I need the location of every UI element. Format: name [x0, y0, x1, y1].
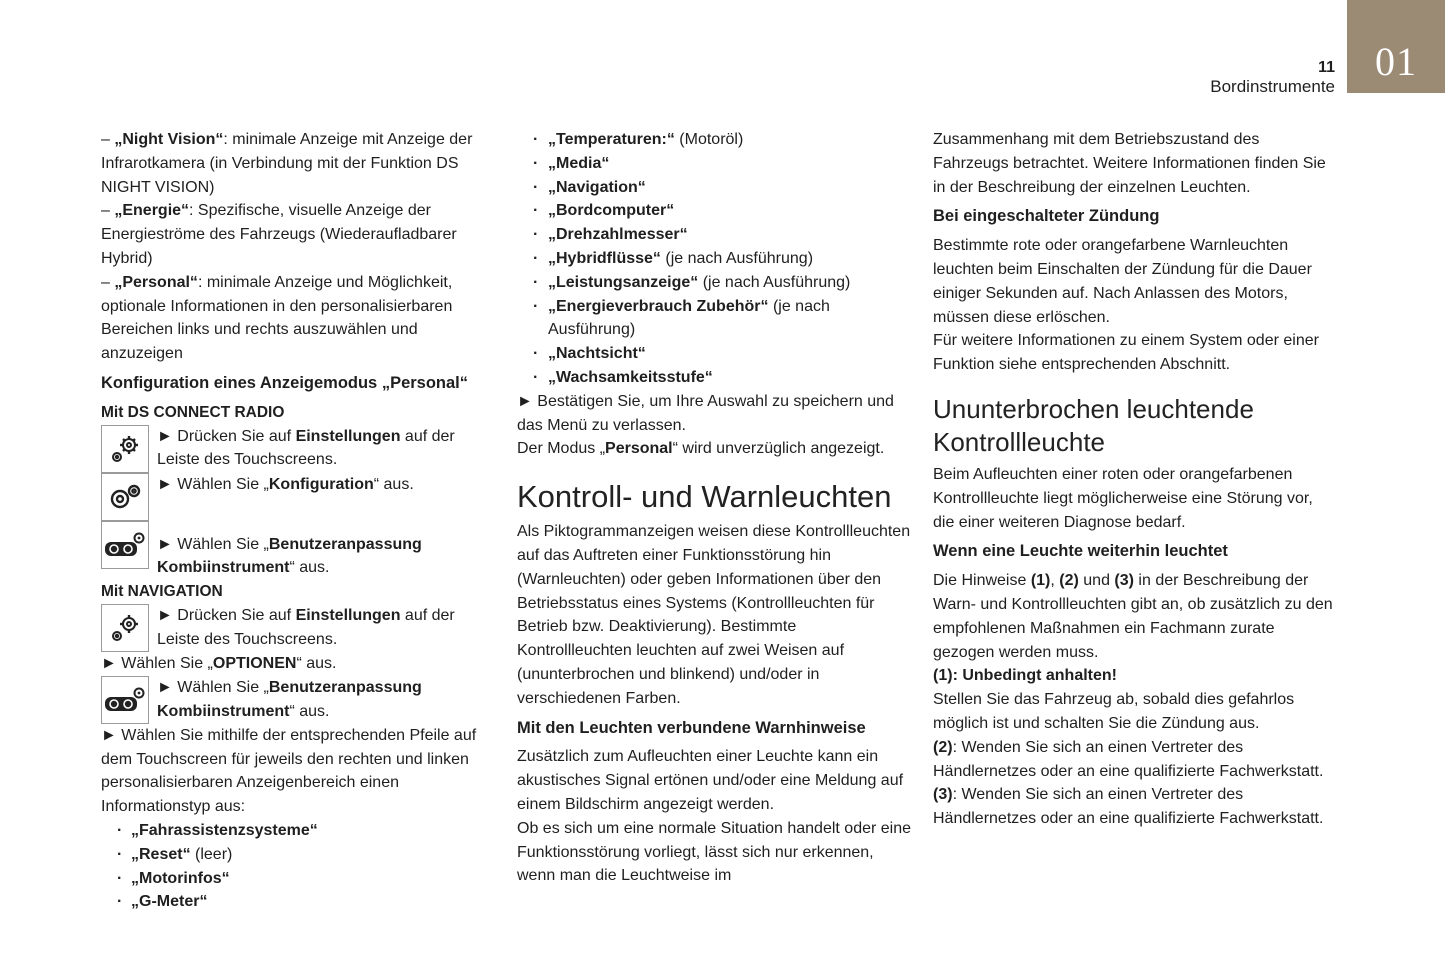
- step-configuration: ► Wählen Sie „Konfiguration“ aus.: [101, 473, 481, 521]
- list-item: · „Wachsamkeitsstufe“: [517, 366, 912, 390]
- list-item: · „Temperaturen:“ (Motoröl): [517, 128, 912, 152]
- heading-associated-warnings: Mit den Leuchten verbundene Warnhinweise: [517, 718, 866, 737]
- paragraph: Als Piktogrammanzeigen weisen diese Kontrollleuchten auf das Auftreten einer Funktionsstörung hin (Warnleuchten) oder geben Informationen über den Betriebsstatus eines Systems (Kontrollleuchten für Betrieb bzw. Deaktivierung). Bestimmte Kontrollleuchten leuchten auf zwei Weisen auf (ununterbrochen und blinkend) und/oder in verschiedenen Farben.: [517, 523, 911, 707]
- step-customization-radio: ► Wählen Sie „Benutzeranpassung Kombiinstrument“ aus.: [101, 521, 481, 581]
- paragraph: Beim Aufleuchten einer roten oder orangefarbenen Kontrollleuchte liegt möglicherweise eine Störung vor, die einer weiteren Diagnose bedarf.: [933, 465, 1313, 531]
- heading-continuous-light: Ununterbrochen leuchtende Kontrollleuchte: [933, 393, 1254, 457]
- mode-personal: – „Personal“: minimale Anzeige und Möglichkeit, optionale Informationen in den personalisierbaren Bereichen links und rechts auszuwählen und anzuzeigen: [101, 273, 453, 363]
- chapter-number: 01: [1375, 39, 1417, 84]
- step-settings-radio: ► Drücken Sie auf Einstellungen auf der Leiste des Touchscreens.: [101, 425, 481, 473]
- heading-warning-lights: Kontroll- und Warnleuchten: [517, 479, 892, 515]
- cluster-settings-icon: [101, 676, 149, 724]
- column-3: [933, 128, 1333, 831]
- settings-gears-icon: [101, 604, 149, 652]
- paragraph: Die Hinweise (1), (2) und (3) in der Beschreibung der Warn- und Kontrollleuchten gibt an, ob zusätzlich zu den empfohlenen Maßnahmen ein Fachmann zurate gezogen werden muss.: [933, 572, 1333, 661]
- mode-night-vision: – „Night Vision“: minimale Anzeige mit Anzeige der Infrarotkamera (in Verbindung mit der Funktion DS NIGHT VISION): [101, 131, 473, 196]
- list-item: · „Bordcomputer“: [517, 199, 912, 223]
- cluster-settings-icon: [101, 521, 149, 569]
- list-item: · „Energieverbrauch Zubehör“ (je nach Ausführung): [517, 295, 912, 343]
- paragraph: Zusätzlich zum Aufleuchten einer Leuchte kann ein akustisches Signal ertönen und/oder eine Meldung auf einem Bildschirm angezeigt werden.: [517, 748, 904, 813]
- list-item: · „Fahrassistenzsysteme“: [101, 819, 481, 843]
- configuration-gears-icon: [101, 473, 149, 521]
- chapter-tab: [1347, 0, 1445, 93]
- paragraph: Zusammenhang mit dem Betriebszustand des Fahrzeugs betrachtet. Weitere Informationen finden Sie in der Beschreibung der einzelnen Leuchten.: [933, 131, 1326, 196]
- note-3: (3): Wenden Sie sich an einen Vertreter des Händlernetzes oder an eine qualifizierte Fachwerkstatt.: [933, 786, 1324, 828]
- mode-energie: – „Energie“: Spezifische, visuelle Anzeige der Energieströme des Fahrzeugs (Wiederaufladbarer Hybrid): [101, 202, 457, 267]
- section-title: Bordinstrumente: [1210, 77, 1335, 96]
- mode-note: Der Modus „Personal“ wird unverzüglich angezeigt.: [517, 440, 885, 458]
- list-item: · „Reset“ (leer): [101, 843, 481, 867]
- settings-gears-icon: [101, 425, 149, 473]
- note-2: (2): Wenden Sie sich an einen Vertreter des Händlernetzes oder an eine qualifizierte Fachwerkstatt.: [933, 738, 1324, 780]
- sub-connect-radio: Mit DS CONNECT RADIO: [101, 403, 285, 421]
- confirm-step: ► Bestätigen Sie, um Ihre Auswahl zu speichern und das Menü zu verlassen.: [517, 392, 894, 434]
- paragraph: Ob es sich um eine normale Situation handelt oder eine Funktionsstörung vorliegt, lässt sich nur erkennen, wenn man die Leuchtweise im: [517, 819, 912, 885]
- column-1: [101, 128, 481, 914]
- step-optionen: ► Wählen Sie „OPTIONEN“ aus.: [101, 654, 337, 672]
- note-1-text: Stellen Sie das Fahrzeug ab, sobald dies gefahrlos möglich ist und schalten Sie die Zündung aus.: [933, 691, 1295, 732]
- page-number: 11: [1318, 59, 1335, 76]
- step-select-arrows: ► Wählen Sie mithilfe der entsprechenden Pfeile auf dem Touchscreen für jeweils den rechten und linken personalisierbaren Anzeigenbereich einen Informationstyp aus:: [101, 726, 477, 816]
- list-item: · „G-Meter“: [101, 890, 481, 914]
- list-item: · „Drehzahlmesser“: [517, 223, 912, 247]
- paragraph: Bestimmte rote oder orangefarbene Warnleuchten leuchten beim Einschalten der Zündung für die Dauer einiger Sekunden auf. Nach Anlassen des Motors, müssen diese erlöschen.: [933, 237, 1312, 326]
- step-settings-nav: ► Drücken Sie auf Einstellungen auf der Leiste des Touchscreens.: [101, 604, 481, 652]
- step-customization-nav: ► Wählen Sie „Benutzeranpassung Kombiinstrument“ aus.: [101, 676, 481, 724]
- list-item: · „Media“: [517, 152, 912, 176]
- list-item: · „Leistungsanzeige“ (je nach Ausführung): [517, 271, 912, 295]
- paragraph: Für weitere Informationen zu einem System oder einer Funktion siehe entsprechenden Abschnitt.: [933, 332, 1319, 374]
- column-2: [517, 128, 912, 888]
- sub-navigation: Mit NAVIGATION: [101, 583, 223, 601]
- heading-light-stays-on: Wenn eine Leuchte weiterhin leuchtet: [933, 542, 1228, 561]
- config-heading: Konfiguration eines Anzeigemodus „Personal“: [101, 373, 469, 392]
- list-item: · „Navigation“: [517, 176, 912, 200]
- list-item: · „Hybridflüsse“ (je nach Ausführung): [517, 247, 912, 271]
- heading-ignition-on: Bei eingeschalteter Zündung: [933, 207, 1160, 226]
- list-item: · „Nachtsicht“: [517, 342, 912, 366]
- note-1-title: (1): Unbedingt anhalten!: [933, 667, 1117, 685]
- list-item: · „Motorinfos“: [101, 867, 481, 891]
